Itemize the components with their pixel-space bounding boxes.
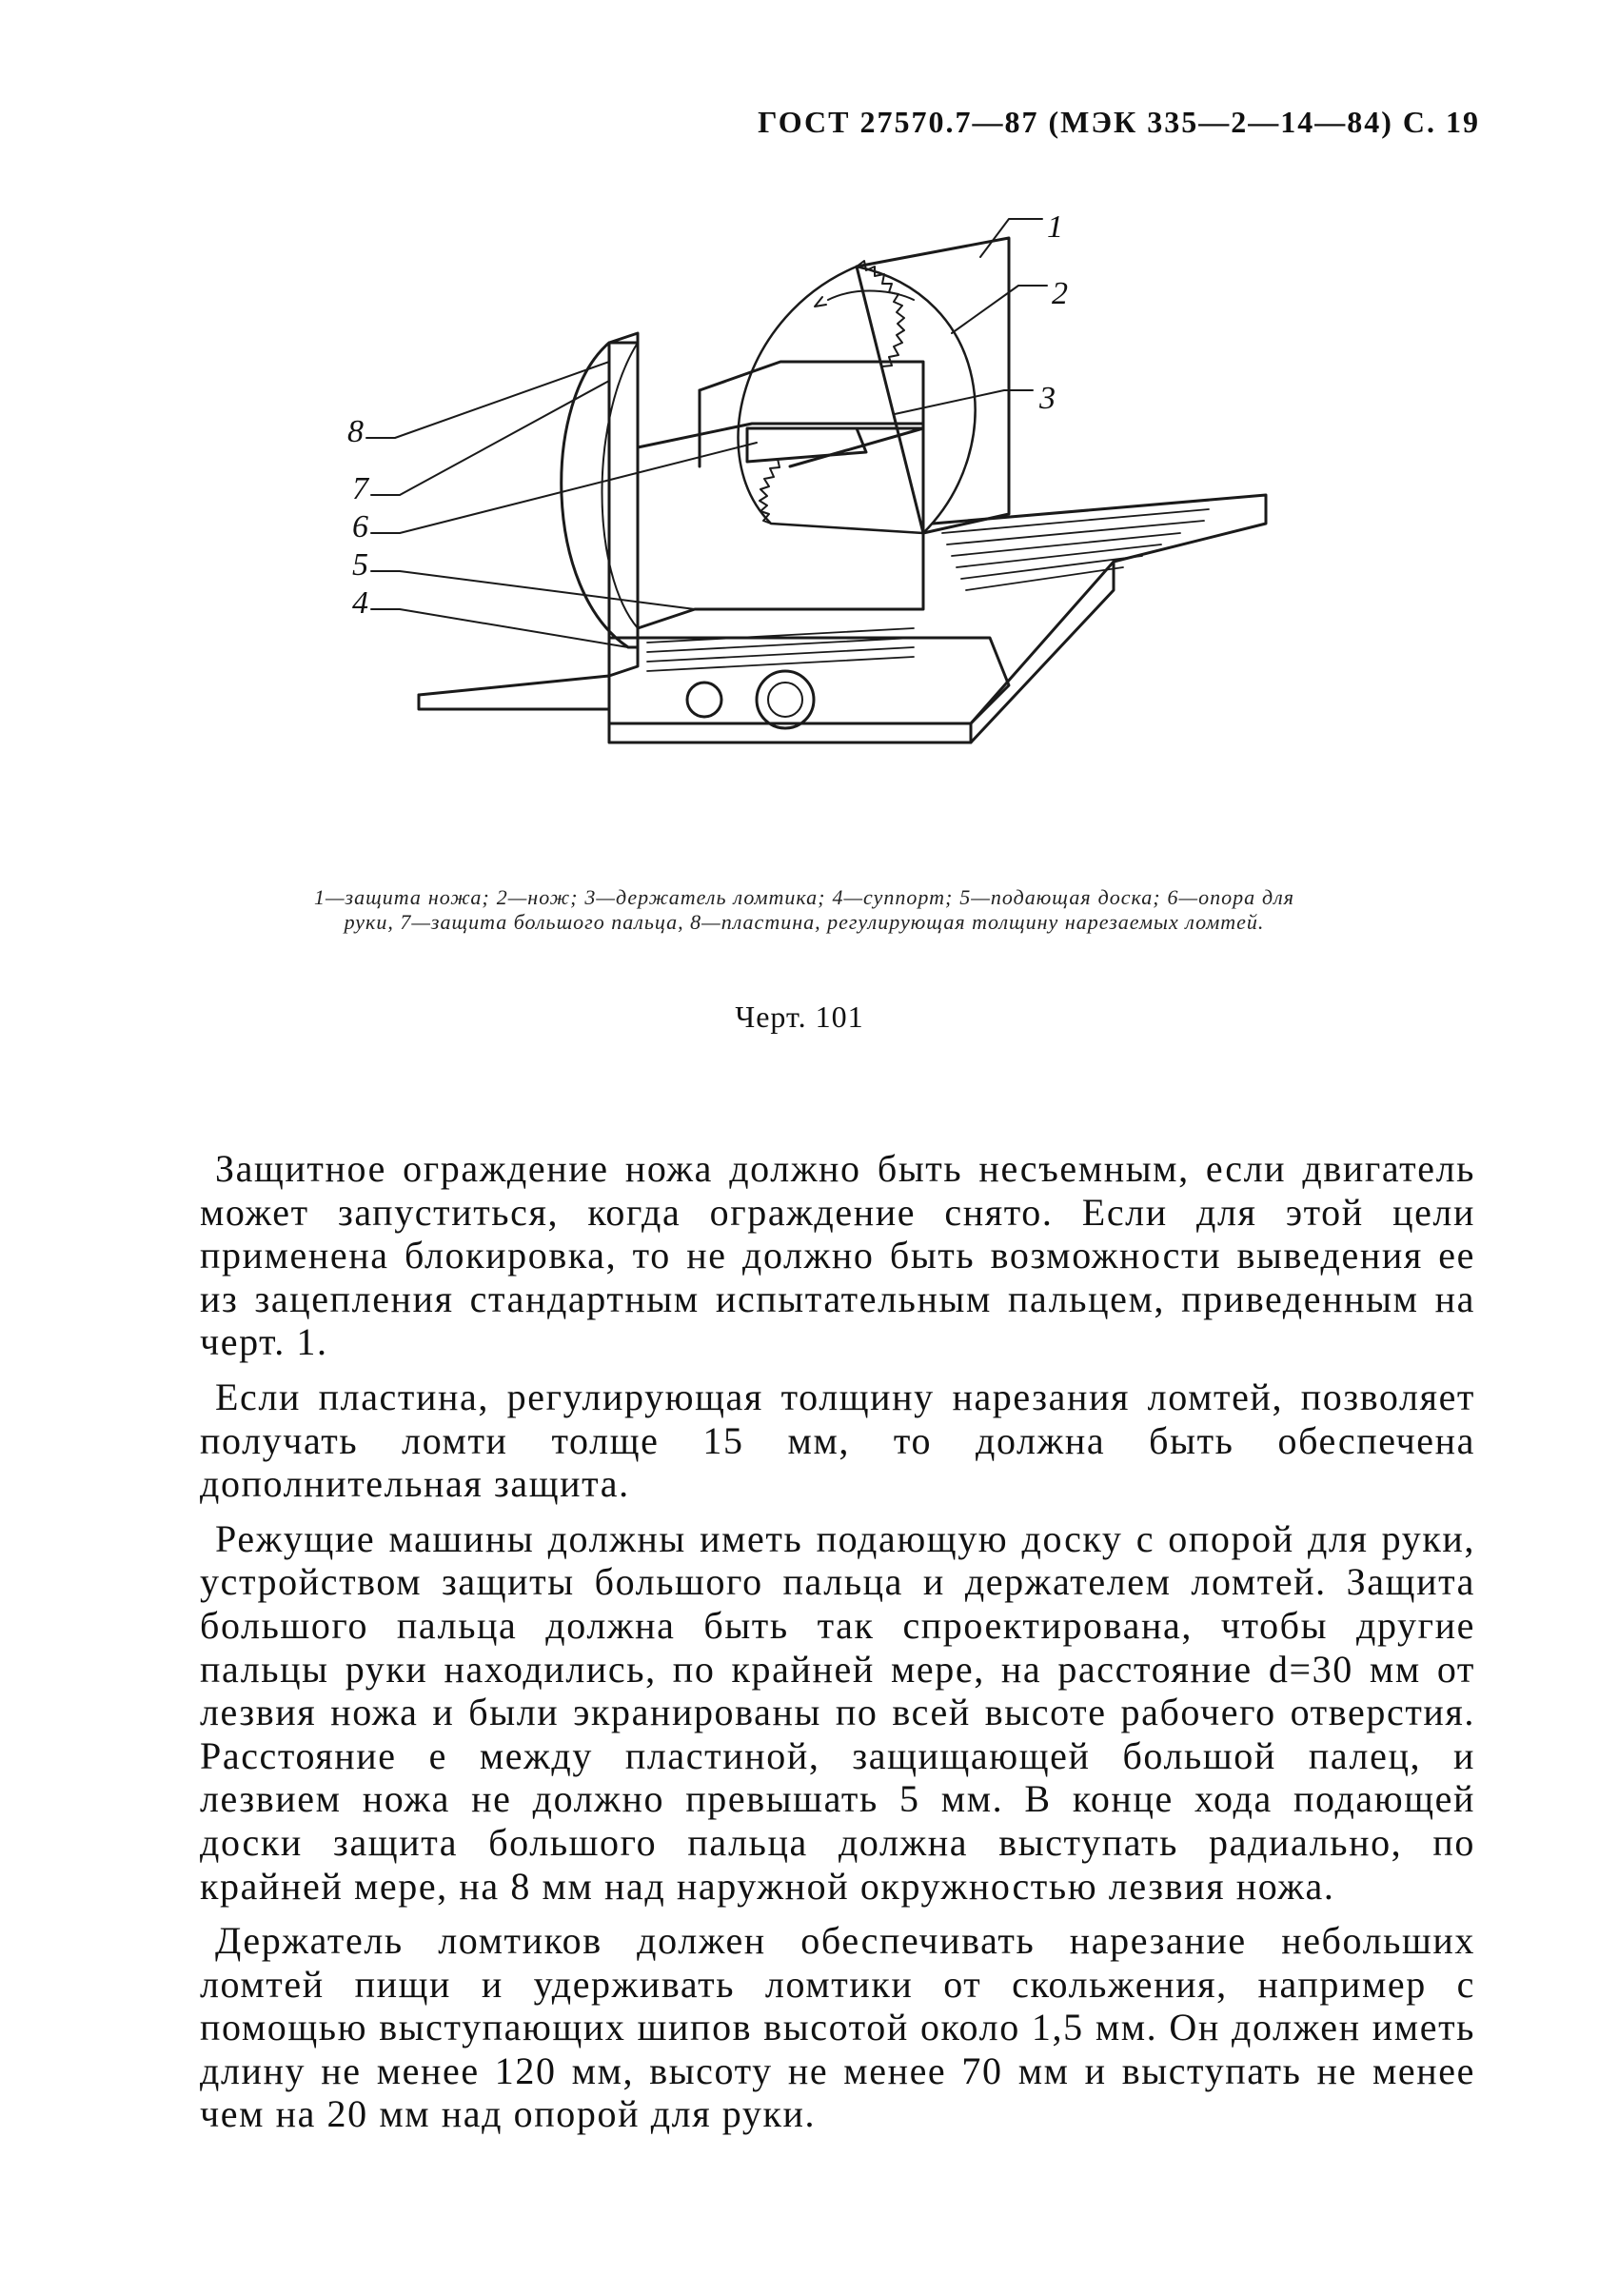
figure-caption: 1—защита ножа; 2—нож; 3—держатель ломтика; 4—суппорт; 5—подающая доска; 6—опора для руки, 7—защита большого пальца, 8—пластина, регулирующая толщину нарезаемых ломтей. (314, 885, 1294, 934)
feed-slats (647, 628, 914, 671)
switch-knob (687, 683, 721, 717)
feed-plate-shape (638, 424, 923, 628)
callout-6: 6 (352, 509, 368, 544)
thickness-dial (757, 671, 814, 728)
body-text (200, 1147, 1475, 2148)
figure-label: Черт. 101 (735, 1000, 864, 1034)
callout-2: 2 (1052, 276, 1068, 311)
slice-holder-shape (700, 362, 923, 466)
paragraph: Защитное ограждение ножа должно быть несъемным, если двигатель может запуститься, когда ограждение снято. Если для этой цели применена блокировка, то не должно быть возможности выведения ее из зацепления стандартным испытательным пальцем, приведенным на черт. 1. (200, 1147, 1475, 1364)
callout-8: 8 (347, 414, 364, 449)
callout-7: 7 (352, 471, 368, 506)
slicer-drawing (324, 209, 1275, 866)
callout-5: 5 (352, 547, 368, 583)
paragraph: Режущие машины должны иметь подающую доску с опорой для руки, устройством защиты большого пальца и держателем ломтей. Защита большого пальца должна быть так спроектирована, чтобы другие пальцы руки находились, по крайней мере, на расстояние d=30 мм от лезвия ножа и были экранированы по всей высоте рабочего отверстия. Расстояние e между пластиной, защищающей большой палец, и лезвием ножа не должно превышать 5 мм. В конце хода подающей доски защита большого пальца должна выступать радиально, по крайней мере, на 8 мм над наружной окружностью лезвия ножа. (200, 1516, 1475, 1908)
hand-support-shape (747, 428, 866, 462)
gauge-plate-shape (562, 343, 638, 647)
callout-4: 4 (352, 585, 368, 621)
page-header: ГОСТ 27570.7—87 (МЭК 335—2—14—84) С. 19 (758, 105, 1480, 139)
paragraph: Если пластина, регулирующая толщину нарезания ломтей, позволяет получать ломти толще 15 мм, то должна быть обеспечена дополнительная защита. (200, 1375, 1475, 1506)
callout-3: 3 (1039, 381, 1056, 416)
slicer-diagram (324, 209, 1275, 866)
blade-guard-shape (857, 238, 1009, 533)
paragraph: Держатель ломтиков должен обеспечивать нарезание небольших ломтей пищи и удерживать ломтики от скольжения, например с помощью выступающих шипов высотой около 1,5 мм. Он должен иметь длину не менее 120 мм, высоту не менее 70 мм и выступать не менее чем на 20 мм над опорой для руки. (200, 1919, 1475, 2136)
blade-shape (739, 261, 976, 533)
callout-1: 1 (1047, 209, 1063, 245)
